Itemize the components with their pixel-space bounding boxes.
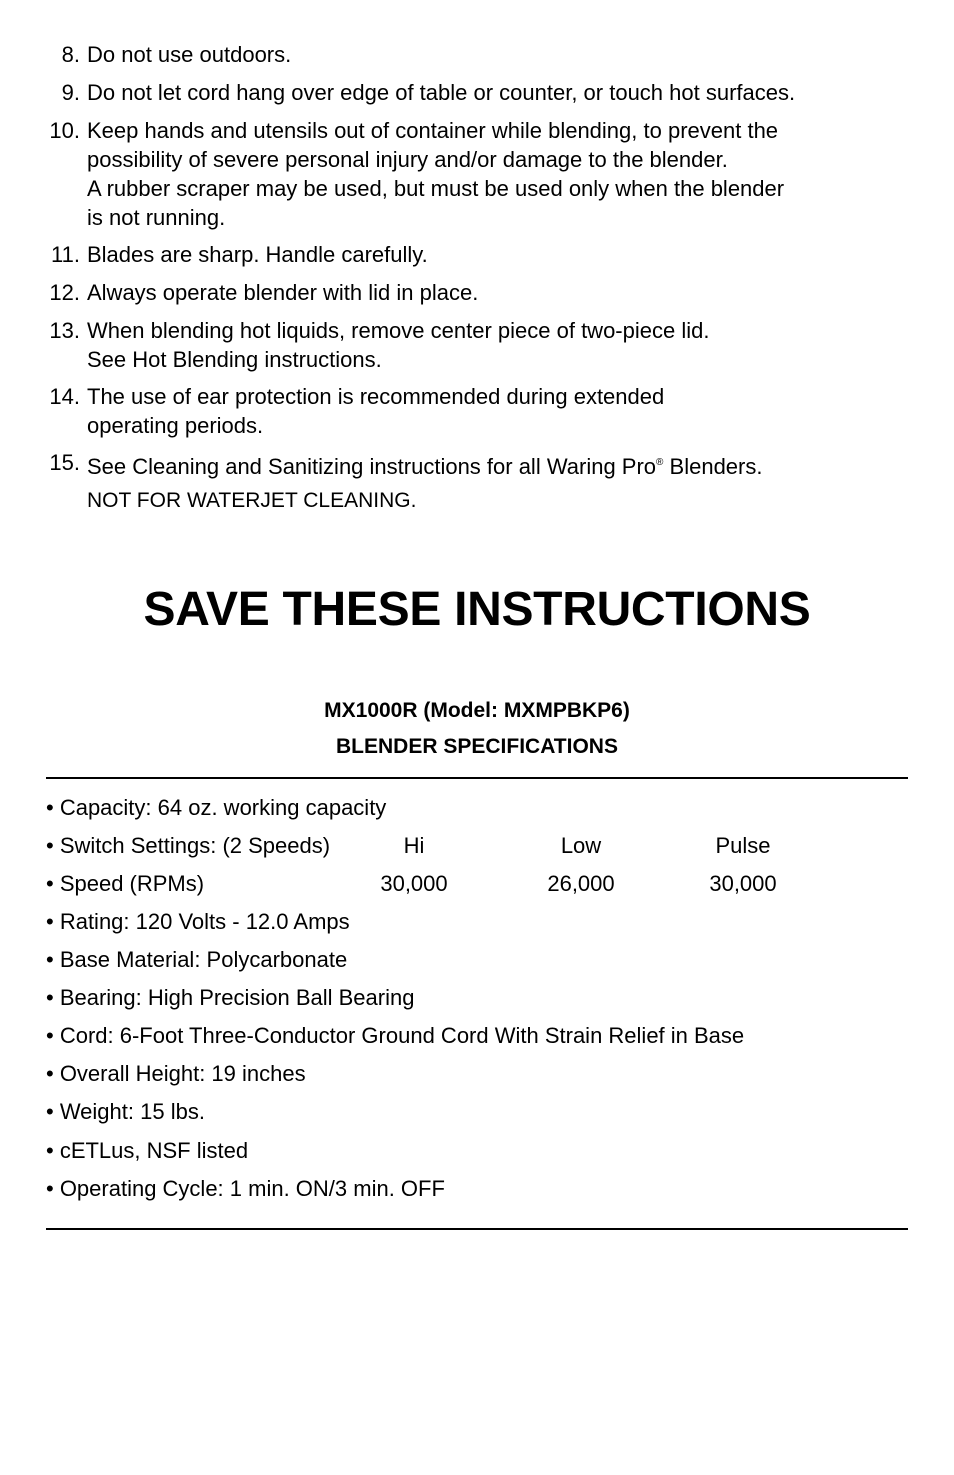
- list-number: 10.: [49, 118, 80, 143]
- list-text: Do not use outdoors.: [87, 42, 292, 67]
- list-text: The use of ear protection is recommended during extended: [87, 384, 665, 409]
- list-text: When blending hot liquids, remove center piece of two-piece lid.: [87, 318, 710, 343]
- list-number: 14.: [49, 384, 80, 409]
- spec-listing: • cETLus, NSF listed: [46, 1138, 249, 1163]
- list-text-note: NOT FOR WATERJET CLEANING.: [87, 489, 417, 512]
- list-text: possibility of severe personal injury and/or damage to the blender.: [87, 147, 728, 172]
- list-number: 8.: [61, 42, 80, 67]
- spec-speed: • Speed (RPMs): [46, 871, 205, 896]
- spec-height: • Overall Height: 19 inches: [46, 1061, 306, 1086]
- switch-col-low: Low: [560, 833, 602, 858]
- spec-cord: • Cord: 6-Foot Three-Conductor Ground Cord With Strain Relief in Base: [46, 1023, 745, 1048]
- list-number: 9.: [61, 80, 80, 105]
- speed-col-hi: 30,000: [380, 871, 448, 896]
- spec-base-material: • Base Material: Polycarbonate: [46, 947, 348, 972]
- registered-mark: ®: [656, 457, 664, 468]
- switch-col-hi: Hi: [403, 833, 425, 858]
- list-text: A rubber scraper may be used, but must be used only when the blender: [87, 176, 785, 201]
- list-number: 13.: [49, 318, 80, 343]
- list-text-suffix: Blenders.: [663, 454, 763, 479]
- top-divider: [46, 777, 908, 779]
- list-number: 11.: [51, 242, 80, 267]
- list-text: Do not let cord hang over edge of table or counter, or touch hot surfaces.: [87, 80, 796, 105]
- list-text: operating periods.: [87, 413, 264, 438]
- spec-operating-cycle: • Operating Cycle: 1 min. ON/3 min. OFF: [46, 1176, 445, 1201]
- bottom-divider: [46, 1228, 908, 1230]
- speed-col-low: 26,000: [547, 871, 615, 896]
- specs-title: BLENDER SPECIFICATIONS: [336, 735, 618, 758]
- switch-col-pulse: Pulse: [715, 833, 771, 858]
- list-text: Always operate blender with lid in place.: [87, 280, 479, 305]
- model-line: MX1000R (Model: MXMPBKP6): [324, 699, 630, 722]
- spec-switch-settings: • Switch Settings: (2 Speeds): [46, 833, 331, 858]
- list-text: See Hot Blending instructions.: [87, 347, 382, 372]
- speed-col-pulse: 30,000: [709, 871, 777, 896]
- list-text: is not running.: [87, 205, 226, 230]
- page-heading: SAVE THESE INSTRUCTIONS: [143, 583, 811, 636]
- list-number: 15.: [49, 450, 80, 475]
- spec-weight: • Weight: 15 lbs.: [46, 1099, 205, 1124]
- list-text: Keep hands and utensils out of container while blending, to prevent the: [87, 118, 779, 143]
- list-text: See Cleaning and Sanitizing instructions for all Waring Pro: [87, 454, 657, 479]
- list-number: 12.: [49, 280, 80, 305]
- spec-bearing: • Bearing: High Precision Ball Bearing: [46, 985, 415, 1010]
- spec-rating: • Rating: 120 Volts - 12.0 Amps: [46, 909, 350, 934]
- spec-capacity: • Capacity: 64 oz. working capacity: [46, 795, 387, 820]
- list-text: Blades are sharp. Handle carefully.: [87, 242, 428, 267]
